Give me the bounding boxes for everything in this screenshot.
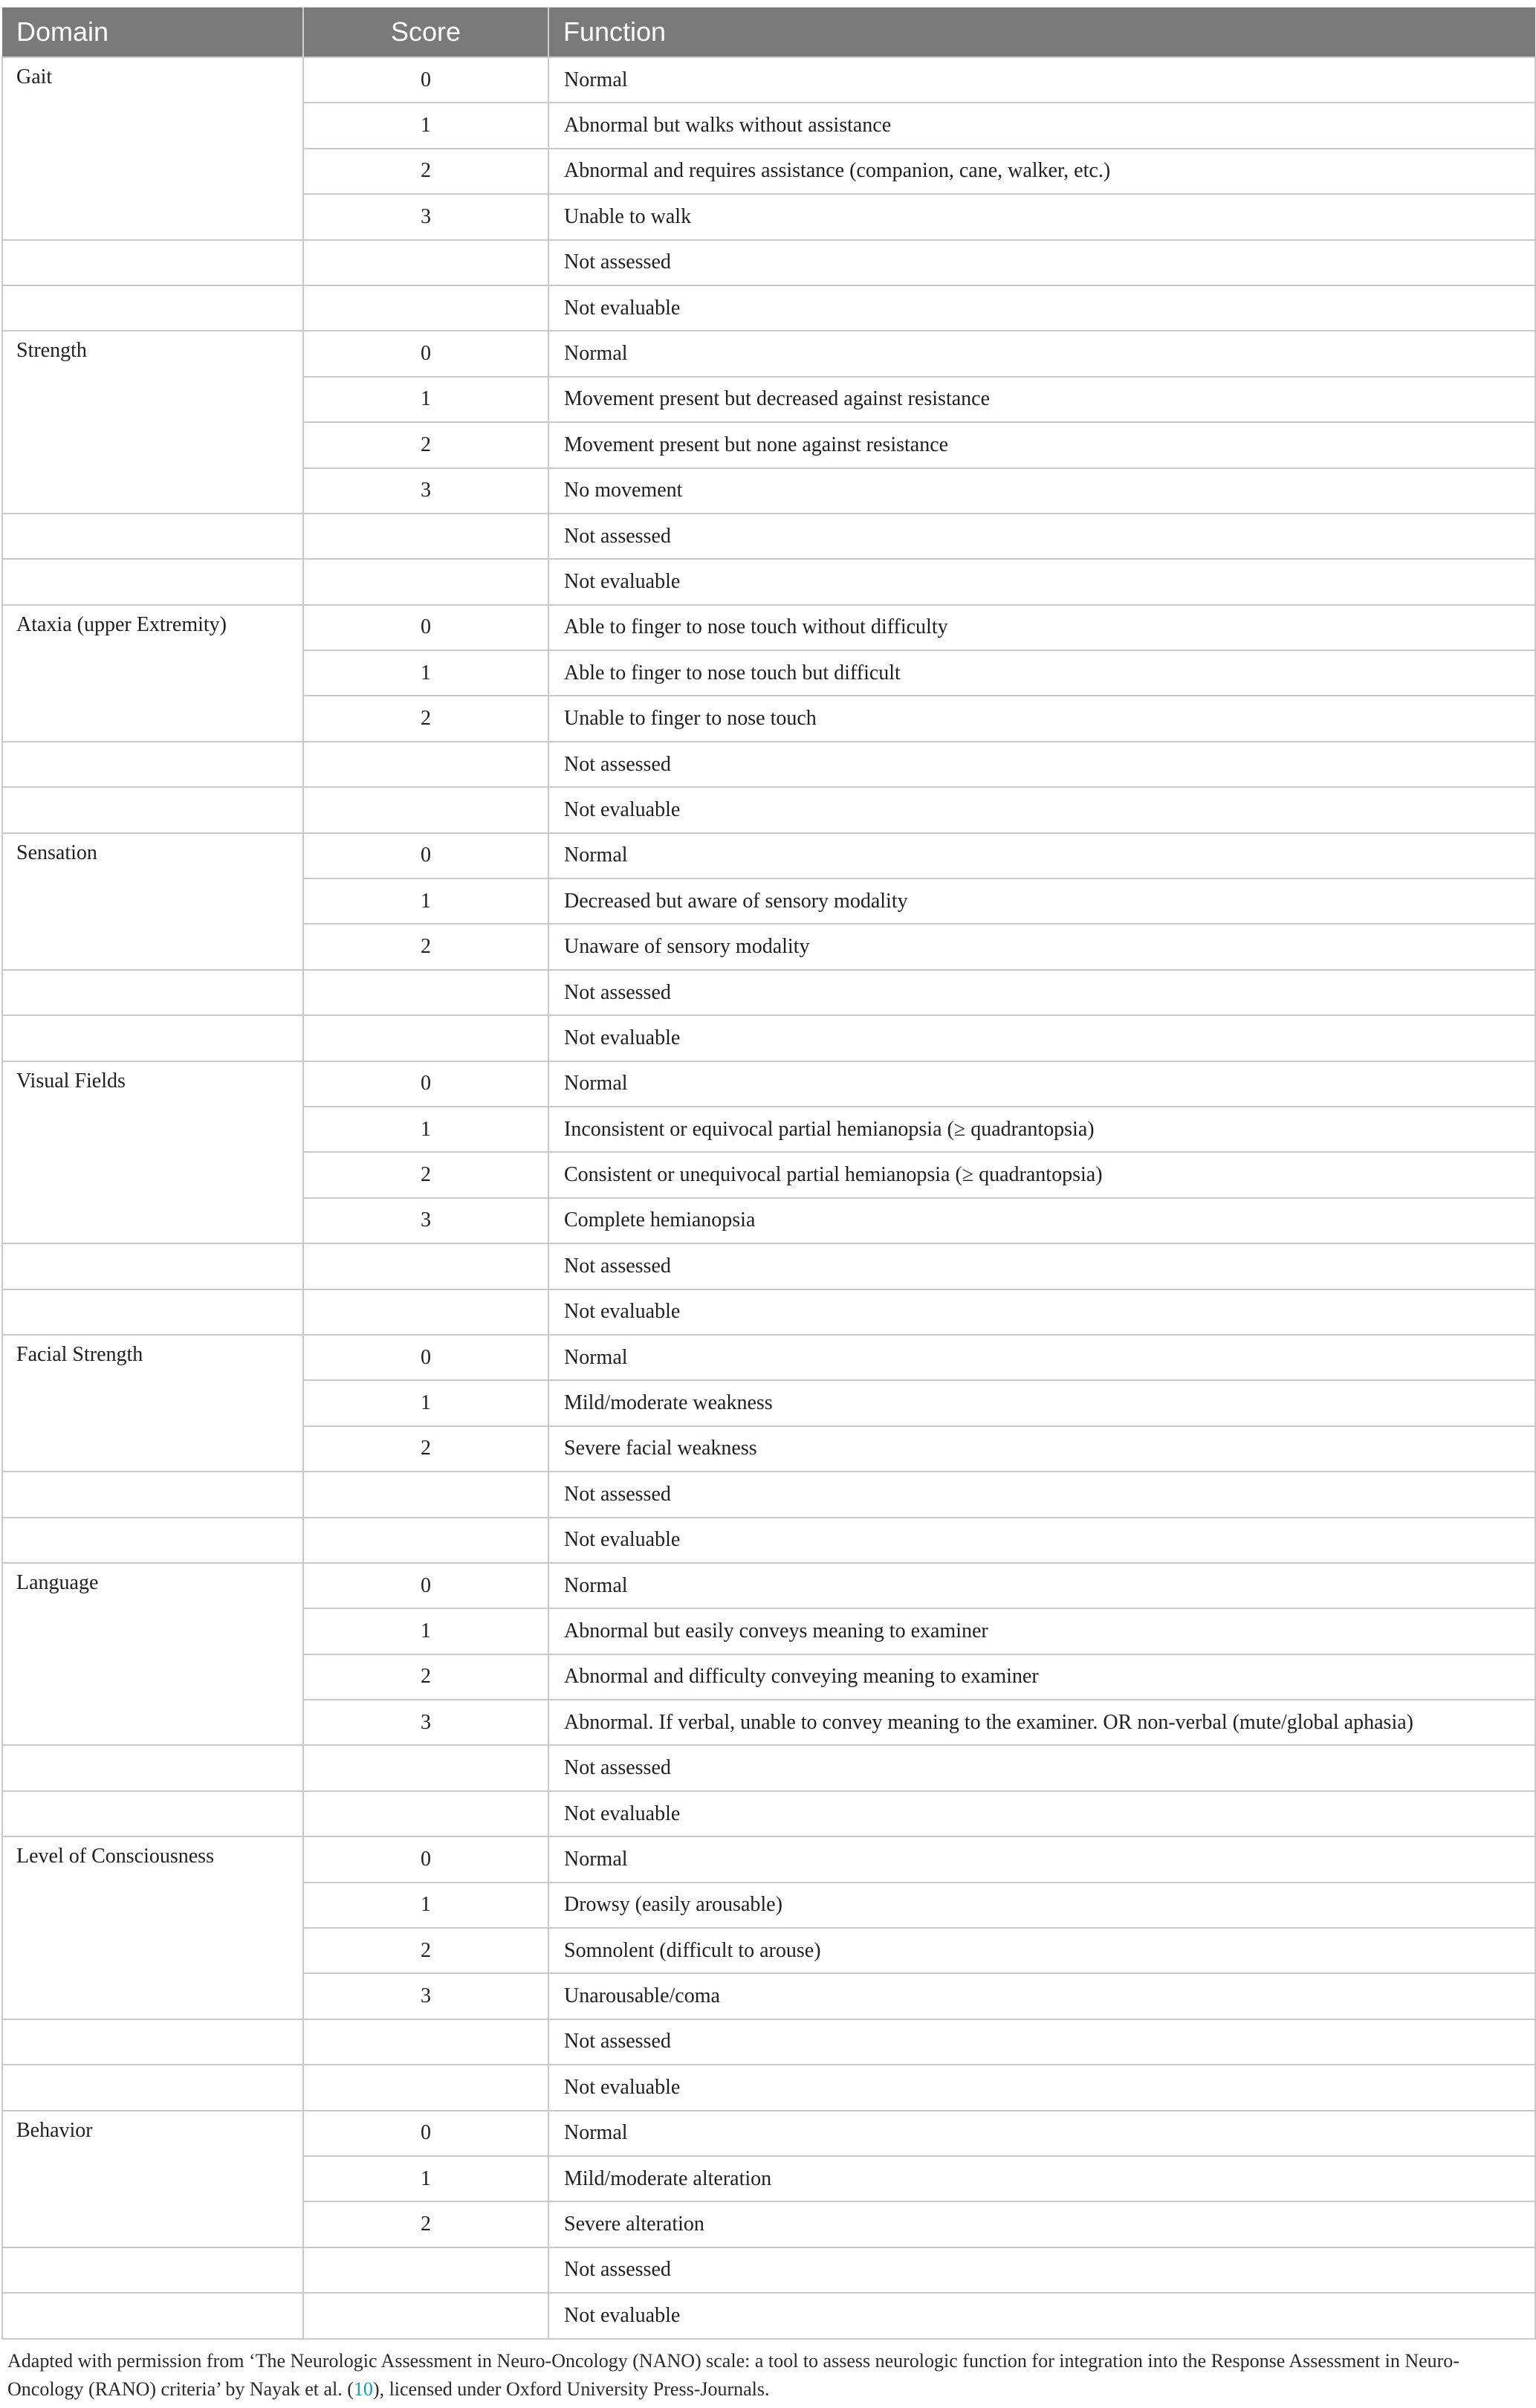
empty-domain-cell bbox=[2, 1791, 303, 1836]
empty-score-cell bbox=[303, 240, 548, 285]
empty-score-cell bbox=[303, 2019, 548, 2065]
domain-cell: Level of Consciousness bbox=[2, 1836, 303, 2019]
table-row bbox=[2, 742, 1535, 787]
score-cell: 3 bbox=[303, 194, 548, 239]
table-row bbox=[2, 1563, 1535, 1608]
score-cell: 0 bbox=[303, 833, 548, 878]
table-body bbox=[2, 57, 1535, 2339]
function-cell: Somnolent (difficult to arouse) bbox=[548, 1928, 1535, 1973]
table-row bbox=[2, 1289, 1535, 1335]
function-cell: Consistent or unequivocal partial hemianopsia (≥ quadrantopsia) bbox=[548, 1152, 1535, 1197]
table-row bbox=[2, 2111, 1535, 2156]
footnote-text-end: ), licensed under Oxford University Press-Journals. bbox=[372, 2378, 770, 2400]
empty-score-cell bbox=[303, 559, 548, 604]
table-row bbox=[2, 514, 1535, 559]
function-cell: Not assessed bbox=[548, 742, 1535, 787]
empty-domain-cell bbox=[2, 1472, 303, 1517]
function-cell: Drowsy (easily arousable) bbox=[548, 1883, 1535, 1928]
domain-cell: Visual Fields bbox=[2, 1061, 303, 1244]
function-cell: Not evaluable bbox=[548, 2293, 1535, 2338]
empty-score-cell bbox=[303, 2293, 548, 2338]
column-header-score: Score bbox=[303, 7, 548, 57]
domain-cell: Language bbox=[2, 1563, 303, 1746]
function-cell: Not evaluable bbox=[548, 1015, 1535, 1061]
table-row bbox=[2, 1836, 1535, 1882]
table-row bbox=[2, 605, 1535, 650]
empty-domain-cell bbox=[2, 559, 303, 604]
function-cell: Mild/moderate alteration bbox=[548, 2156, 1535, 2201]
score-cell: 0 bbox=[303, 2111, 548, 2156]
table-row bbox=[2, 787, 1535, 832]
empty-score-cell bbox=[303, 1015, 548, 1061]
function-cell: Not evaluable bbox=[548, 1791, 1535, 1836]
function-cell: Normal bbox=[548, 1061, 1535, 1107]
empty-score-cell bbox=[303, 1791, 548, 1836]
function-cell: Able to finger to nose touch without difficulty bbox=[548, 605, 1535, 650]
score-cell: 3 bbox=[303, 1973, 548, 2019]
function-cell: Not assessed bbox=[548, 970, 1535, 1015]
score-cell: 0 bbox=[303, 1061, 548, 1107]
table-footnote bbox=[7, 2347, 1527, 2404]
nano-scale-table-container bbox=[1, 7, 1535, 2340]
function-cell: Unaware of sensory modality bbox=[548, 924, 1535, 969]
empty-score-cell bbox=[303, 1472, 548, 1517]
function-cell: Not evaluable bbox=[548, 559, 1535, 604]
domain-cell: Behavior bbox=[2, 2111, 303, 2247]
function-cell: Not assessed bbox=[548, 2247, 1535, 2293]
table-row bbox=[2, 1472, 1535, 1517]
score-cell: 3 bbox=[303, 1700, 548, 1745]
domain-cell: Gait bbox=[2, 57, 303, 240]
score-cell: 1 bbox=[303, 1380, 548, 1425]
score-cell: 3 bbox=[303, 468, 548, 514]
empty-score-cell bbox=[303, 742, 548, 787]
table-row bbox=[2, 833, 1535, 878]
score-cell: 1 bbox=[303, 103, 548, 148]
domain-cell: Strength bbox=[2, 331, 303, 514]
function-cell: Movement present but decreased against resistance bbox=[548, 377, 1535, 422]
function-cell: Decreased but aware of sensory modality bbox=[548, 878, 1535, 924]
function-cell: Not evaluable bbox=[548, 2065, 1535, 2110]
table-row bbox=[2, 2019, 1535, 2065]
function-cell: Abnormal but walks without assistance bbox=[548, 103, 1535, 148]
score-cell: 0 bbox=[303, 1335, 548, 1380]
empty-domain-cell bbox=[2, 1015, 303, 1061]
function-cell: Normal bbox=[548, 1563, 1535, 1608]
score-cell: 3 bbox=[303, 1198, 548, 1243]
function-cell: Not assessed bbox=[548, 1243, 1535, 1289]
column-header-function: Function bbox=[548, 7, 1535, 57]
score-cell: 0 bbox=[303, 331, 548, 376]
empty-domain-cell bbox=[2, 240, 303, 285]
empty-domain-cell bbox=[2, 1243, 303, 1289]
empty-domain-cell bbox=[2, 1289, 303, 1335]
score-cell: 2 bbox=[303, 2201, 548, 2247]
table-row bbox=[2, 285, 1535, 331]
empty-domain-cell bbox=[2, 2247, 303, 2293]
function-cell: No movement bbox=[548, 468, 1535, 514]
score-cell: 1 bbox=[303, 878, 548, 924]
empty-score-cell bbox=[303, 285, 548, 331]
table-row bbox=[2, 1745, 1535, 1790]
score-cell: 2 bbox=[303, 1152, 548, 1197]
empty-score-cell bbox=[303, 1289, 548, 1335]
table-row bbox=[2, 559, 1535, 604]
empty-domain-cell bbox=[2, 2065, 303, 2110]
table-row bbox=[2, 1791, 1535, 1836]
score-cell: 1 bbox=[303, 1107, 548, 1152]
function-cell: Able to finger to nose touch but difficult bbox=[548, 650, 1535, 696]
function-cell: Severe alteration bbox=[548, 2201, 1535, 2247]
domain-cell: Facial Strength bbox=[2, 1335, 303, 1472]
domain-cell: Ataxia (upper Extremity) bbox=[2, 605, 303, 742]
empty-score-cell bbox=[303, 787, 548, 832]
function-cell: Not assessed bbox=[548, 1472, 1535, 1517]
function-cell: Normal bbox=[548, 57, 1535, 103]
function-cell: Inconsistent or equivocal partial hemianopsia (≥ quadrantopsia) bbox=[548, 1107, 1535, 1152]
function-cell: Unable to walk bbox=[548, 194, 1535, 239]
score-cell: 1 bbox=[303, 377, 548, 422]
empty-score-cell bbox=[303, 1518, 548, 1563]
empty-domain-cell bbox=[2, 2019, 303, 2065]
empty-domain-cell bbox=[2, 787, 303, 832]
score-cell: 0 bbox=[303, 1563, 548, 1608]
empty-domain-cell bbox=[2, 1745, 303, 1790]
footnote-text: Adapted with permission from ‘The Neurologic Assessment in Neuro-Oncology (NANO) scale: a tool to assess neurologic function for integration into the Response Assessment in Neuro-Oncology (RANO) criteria’ by Nayak et al. ( bbox=[7, 2350, 1459, 2400]
table-row bbox=[2, 1061, 1535, 1107]
empty-score-cell bbox=[303, 1243, 548, 1289]
function-cell: Not assessed bbox=[548, 2019, 1535, 2065]
function-cell: Not evaluable bbox=[548, 1518, 1535, 1563]
function-cell: Not evaluable bbox=[548, 285, 1535, 331]
table-row bbox=[2, 1015, 1535, 1061]
function-cell: Mild/moderate weakness bbox=[548, 1380, 1535, 1425]
empty-score-cell bbox=[303, 1745, 548, 1790]
table-row bbox=[2, 2247, 1535, 2293]
empty-domain-cell bbox=[2, 514, 303, 559]
empty-domain-cell bbox=[2, 742, 303, 787]
function-cell: Not evaluable bbox=[548, 787, 1535, 832]
table-row bbox=[2, 2293, 1535, 2338]
function-cell: Normal bbox=[548, 833, 1535, 878]
function-cell: Not assessed bbox=[548, 240, 1535, 285]
score-cell: 0 bbox=[303, 57, 548, 103]
function-cell: Not assessed bbox=[548, 514, 1535, 559]
table-row bbox=[2, 2065, 1535, 2110]
score-cell: 2 bbox=[303, 1928, 548, 1973]
empty-domain-cell bbox=[2, 970, 303, 1015]
empty-score-cell bbox=[303, 514, 548, 559]
score-cell: 2 bbox=[303, 1426, 548, 1472]
nano-scale-table bbox=[1, 7, 1536, 2340]
score-cell: 1 bbox=[303, 2156, 548, 2201]
score-cell: 1 bbox=[303, 1608, 548, 1654]
score-cell: 0 bbox=[303, 605, 548, 650]
empty-score-cell bbox=[303, 2065, 548, 2110]
table-row bbox=[2, 240, 1535, 285]
table-row bbox=[2, 1243, 1535, 1289]
function-cell: Normal bbox=[548, 331, 1535, 376]
table-row bbox=[2, 57, 1535, 103]
score-cell: 1 bbox=[303, 1883, 548, 1928]
function-cell: Abnormal. If verbal, unable to convey meaning to the examiner. OR non-verbal (mute/global aphasia) bbox=[548, 1700, 1535, 1745]
function-cell: Abnormal and requires assistance (companion, cane, walker, etc.) bbox=[548, 149, 1535, 194]
score-cell: 2 bbox=[303, 149, 548, 194]
empty-domain-cell bbox=[2, 2293, 303, 2338]
function-cell: Abnormal but easily conveys meaning to examiner bbox=[548, 1608, 1535, 1654]
function-cell: Normal bbox=[548, 1836, 1535, 1882]
table-row bbox=[2, 331, 1535, 376]
score-cell: 2 bbox=[303, 1654, 548, 1700]
column-header-domain: Domain bbox=[2, 7, 303, 57]
function-cell: Normal bbox=[548, 2111, 1535, 2156]
empty-score-cell bbox=[303, 970, 548, 1015]
table-row bbox=[2, 970, 1535, 1015]
function-cell: Not evaluable bbox=[548, 1289, 1535, 1335]
empty-domain-cell bbox=[2, 285, 303, 331]
table-header bbox=[2, 7, 1535, 57]
table-row bbox=[2, 1335, 1535, 1380]
function-cell: Unable to finger to nose touch bbox=[548, 696, 1535, 741]
reference-link[interactable]: 10 bbox=[353, 2378, 373, 2400]
function-cell: Not assessed bbox=[548, 1745, 1535, 1790]
score-cell: 0 bbox=[303, 1836, 548, 1882]
empty-score-cell bbox=[303, 2247, 548, 2293]
header-row bbox=[2, 7, 1535, 57]
score-cell: 2 bbox=[303, 422, 548, 467]
function-cell: Unarousable/coma bbox=[548, 1973, 1535, 2019]
function-cell: Movement present but none against resistance bbox=[548, 422, 1535, 467]
domain-cell: Sensation bbox=[2, 833, 303, 970]
function-cell: Complete hemianopsia bbox=[548, 1198, 1535, 1243]
score-cell: 2 bbox=[303, 924, 548, 969]
function-cell: Abnormal and difficulty conveying meaning to examiner bbox=[548, 1654, 1535, 1700]
function-cell: Normal bbox=[548, 1335, 1535, 1380]
score-cell: 1 bbox=[303, 650, 548, 696]
score-cell: 2 bbox=[303, 696, 548, 741]
empty-domain-cell bbox=[2, 1518, 303, 1563]
table-row bbox=[2, 1518, 1535, 1563]
function-cell: Severe facial weakness bbox=[548, 1426, 1535, 1472]
